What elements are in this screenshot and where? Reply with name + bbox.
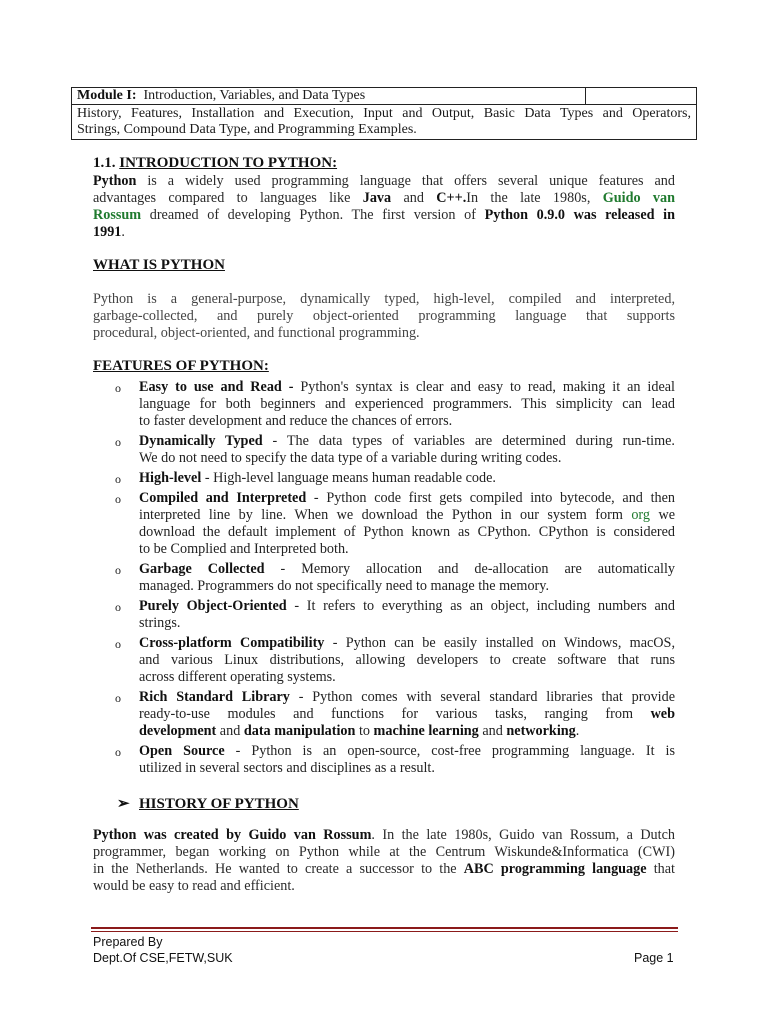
feature-item [115, 635, 675, 686]
feature-bold: networking [506, 723, 576, 739]
feature-text: and various Linux distributions, allowing developers to create software that runs [139, 652, 675, 668]
bullet-icon: o [115, 563, 121, 577]
what-line: procedural, object-oriented, and functional programming. [93, 325, 420, 341]
what-paragraph [93, 291, 675, 342]
feature-item [115, 689, 675, 740]
intro-text: dreamed of developing Python. The first version of [141, 207, 485, 223]
intro-text: . [121, 224, 125, 240]
intro-guido-name: Guido van [602, 190, 675, 206]
what-heading: WHAT IS PYTHON [93, 257, 225, 273]
history-heading [117, 794, 299, 813]
feature-text: - High-level language means human readable code. [201, 470, 496, 486]
arrow-bullet-icon: ➢ [117, 796, 130, 812]
feature-text: - The data types of variables are determined during run-time. [262, 433, 675, 449]
what-line: garbage-collected, and purely object-oriented programming language that supports [93, 308, 675, 324]
feature-text: to faster development and reduce the chances of errors. [139, 413, 453, 429]
feature-term: Compiled and Interpreted [139, 490, 307, 506]
intro-text: is a widely used programming language that offers several unique features and [136, 173, 675, 189]
feature-bold: web [650, 706, 675, 722]
feature-text: we [649, 507, 675, 523]
feature-text: interpreted line by line. When we download the Python in our system form [139, 507, 632, 523]
history-paragraph [93, 827, 675, 895]
feature-text: to [355, 723, 374, 739]
feature-org-text: org [631, 507, 650, 523]
intro-paragraph [93, 173, 675, 241]
module-title: Introduction, Variables, and Data Types [143, 88, 366, 103]
bullet-icon: o [115, 691, 121, 705]
bullet-icon: o [115, 472, 121, 486]
feature-bold: data manipulation [243, 723, 356, 739]
feature-text: - Python code first gets compiled into bytecode, and then [306, 490, 675, 506]
module-title-cell [72, 88, 586, 105]
feature-text: and [216, 723, 244, 739]
intro-heading-text: INTRODUCTION TO PYTHON: [119, 155, 338, 171]
history-text: . In the late 1980s, Guido van Rossum, a Dutch [371, 827, 675, 843]
feature-text: across different operating systems. [139, 669, 336, 685]
module-topics-line2: Strings, Compound Data Type, and Programming Examples. [77, 122, 417, 137]
intro-cpp-bold: C++. [436, 190, 467, 206]
feature-item [115, 490, 675, 558]
intro-heading [93, 155, 337, 172]
feature-item [115, 598, 675, 632]
feature-term: Rich Standard Library [139, 689, 290, 705]
feature-bold: development [139, 723, 217, 739]
feature-text: and [478, 723, 507, 739]
feature-item [115, 561, 675, 595]
history-bold: Python was created by Guido van Rossum [93, 827, 372, 843]
feature-term: Easy to use and Read - [139, 379, 294, 395]
feature-text: language for both beginners and experienced programmers. This simplicity can lead [139, 396, 675, 412]
feature-term: Dynamically Typed [139, 433, 263, 449]
intro-text: and [391, 190, 437, 206]
module-topics-line1: History, Features, Installation and Execution, Input and Output, Basic Data Types and Operators, [77, 106, 691, 121]
feature-text: . [575, 723, 580, 739]
what-line: Python is a general-purpose, dynamically typed, high-level, compiled and interpreted, [93, 291, 675, 307]
feature-text: We do not need to specify the data type of a variable during writing codes. [139, 450, 562, 466]
footer-rule [91, 927, 678, 929]
feature-term: High-level [139, 470, 202, 486]
history-text: in the Netherlands. He wanted to create a successor to the [93, 861, 464, 877]
bullet-icon: o [115, 600, 121, 614]
feature-item [115, 743, 675, 777]
feature-text: download the default implement of Python known as CPython. CPython is considered [139, 524, 675, 540]
intro-python-bold: Python [93, 173, 137, 189]
footer-page-number: Page 1 [634, 951, 674, 965]
footer-prepared-by: Prepared By [93, 935, 163, 949]
intro-release-bold: Python 0.9.0 was released in [484, 207, 675, 223]
module-empty-cell [586, 88, 697, 105]
bullet-icon: o [115, 492, 121, 506]
feature-term: Purely Object-Oriented [139, 598, 287, 614]
footer-rule-thin [91, 931, 678, 932]
history-text: would be easy to read and efficient. [93, 878, 295, 894]
feature-text: - Python is an open-source, cost-free programming language. It is [224, 743, 675, 759]
feature-text: ready-to-use modules and functions for various tasks, ranging from [139, 706, 651, 722]
module-table [71, 87, 697, 140]
feature-text: - It refers to everything as an object, including numbers and [286, 598, 675, 614]
history-text: programmer, began working on Python while at the Centrum Wiskunde&Informatica (CWI) [93, 844, 675, 860]
intro-text: In the late 1980s, [466, 190, 603, 206]
bullet-icon: o [115, 745, 121, 759]
history-bold: ABC programming language [463, 861, 647, 877]
intro-rossum-name: Rossum [93, 207, 142, 223]
feature-text: - Memory allocation and de-allocation are automatically [264, 561, 675, 577]
features-heading: FEATURES OF PYTHON: [93, 358, 269, 374]
feature-item [115, 470, 675, 487]
intro-text: advantages compared to languages like [93, 190, 363, 206]
feature-term: Cross-platform Compatibility [139, 635, 325, 651]
feature-text: to be Complied and Interpreted both. [139, 541, 349, 557]
intro-year-bold: 1991 [93, 224, 122, 240]
feature-term: Garbage Collected [139, 561, 265, 577]
module-label: Module I: [77, 88, 137, 103]
bullet-icon: o [115, 381, 121, 395]
features-list [115, 379, 675, 777]
history-text: that [646, 861, 675, 877]
feature-text: managed. Programmers do not specifically need to manage the memory. [139, 578, 549, 594]
feature-item [115, 433, 675, 467]
history-heading-text: HISTORY OF PYTHON [139, 796, 299, 812]
feature-text: utilized in several sectors and disciplines as a result. [139, 760, 435, 776]
feature-text: strings. [139, 615, 181, 631]
feature-text: - Python can be easily installed on Windows, macOS, [324, 635, 675, 651]
feature-item [115, 379, 675, 430]
bullet-icon: o [115, 435, 121, 449]
intro-heading-num: 1.1. [93, 155, 116, 171]
feature-bold: machine learning [373, 723, 479, 739]
feature-text: - Python comes with several standard libraries that provide [289, 689, 675, 705]
feature-text: Python's syntax is clear and easy to read, making it an ideal [293, 379, 675, 395]
footer-dept: Dept.Of CSE,FETW,SUK [93, 951, 233, 965]
bullet-icon: o [115, 637, 121, 651]
intro-java-bold: Java [362, 190, 392, 206]
module-topics-cell [72, 105, 697, 140]
feature-term: Open Source [139, 743, 225, 759]
